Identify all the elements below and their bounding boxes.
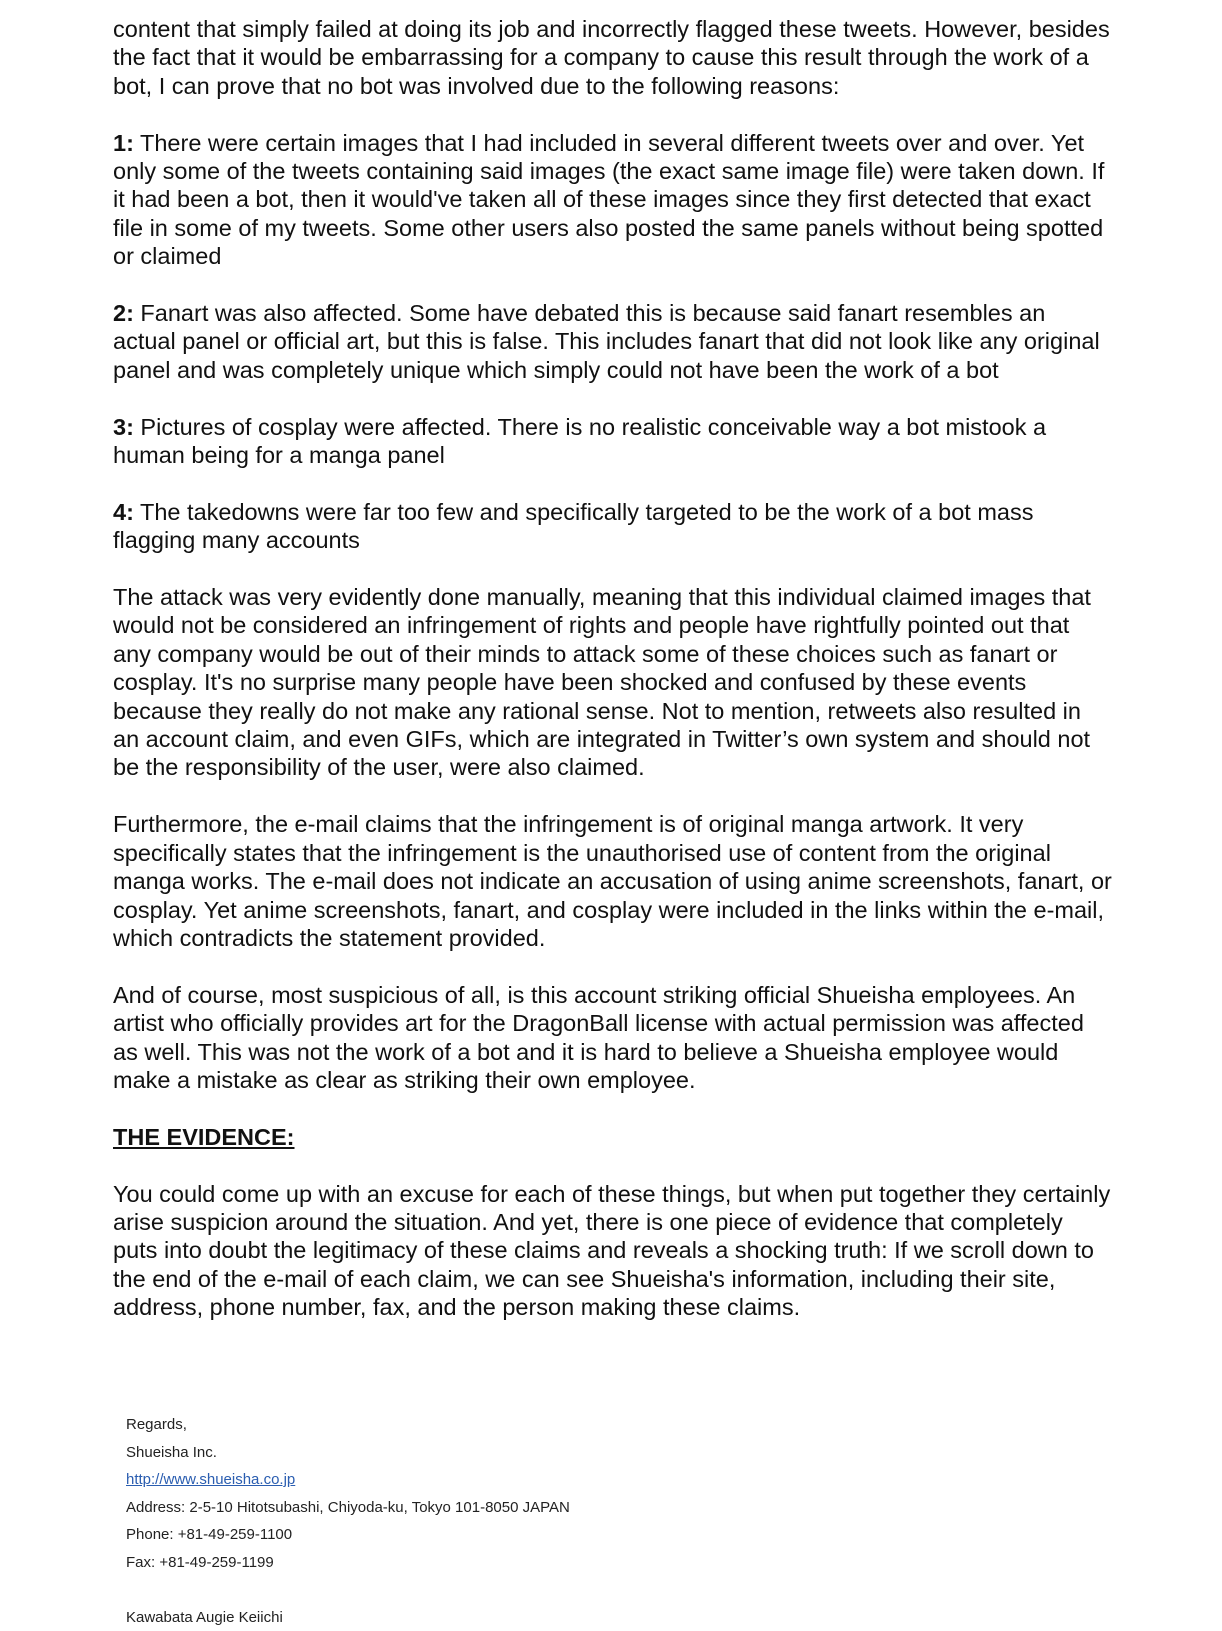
- reason-text: The takedowns were far too few and specifically targeted to be the work of a bot mass flagging many accounts: [113, 499, 1033, 553]
- reason-text: There were certain images that I had included in several different tweets over and over. Yet only some of the tweets containing said images (the exact same image file) were taken down. If it had been a bot, then it would've taken all of these images since they first detected that exact file in some of my tweets. Some other users also posted the same panels without being spotted or claimed: [113, 130, 1104, 270]
- evidence-paragraph: You could come up with an excuse for each of these things, but when put together they certainly arise suspicion around the situation. And yet, there is one piece of evidence that completely puts into doubt the legitimacy of these claims and reveals a shocking truth: If we scroll down to the end of the e-mail of each claim, we can see Shueisha's information, including their site, address, phone number, fax, and the person making these claims.: [113, 1180, 1113, 1322]
- signature-name: Kawabata Augie Keiichi: [126, 1604, 570, 1631]
- signature-phone: Phone: +81-49-259-1100: [126, 1521, 570, 1549]
- attack-paragraph: The attack was very evidently done manually, meaning that this individual claimed images that would not be considered an infringement of rights and people have rightfully pointed out that any company would be out of their minds to attack some of these choices such as fanart or cosplay. It's no surprise many people have been shocked and confused by these events because they really do not make any rational sense. Not to mention, retweets also resulted in an account claim, and even GIFs, which are integrated in Twitter’s own system and should not be the responsibility of the user, were also claimed.: [113, 583, 1113, 782]
- reason-item-1: [113, 129, 1113, 271]
- reason-number: 4:: [113, 499, 134, 525]
- reason-item-2: [113, 299, 1113, 384]
- evidence-heading: THE EVIDENCE:: [113, 1123, 1113, 1151]
- signature-company: Shueisha Inc.: [126, 1439, 570, 1467]
- signature-fax: Fax: +81-49-259-1199: [126, 1549, 570, 1577]
- reason-number: 3:: [113, 414, 134, 440]
- reason-item-3: [113, 413, 1113, 470]
- reason-text: Pictures of cosplay were affected. There is no realistic conceivable way a bot mistook a human being for a manga panel: [113, 414, 1046, 468]
- signature-address: Address: 2-5-10 Hitotsubashi, Chiyoda-ku, Tokyo 101-8050 JAPAN: [126, 1494, 570, 1522]
- intro-paragraph: content that simply failed at doing its job and incorrectly flagged these tweets. However, besides the fact that it would be embarrassing for a company to cause this result through the work of a bot, I can prove that no bot was involved due to the following reasons:: [113, 15, 1113, 100]
- suspicious-paragraph: And of course, most suspicious of all, is this account striking official Shueisha employees. An artist who officially provides art for the DragonBall license with actual permission was affected as well. This was not the work of a bot and it is hard to believe a Shueisha employee would make a mistake as clear as striking their own employee.: [113, 981, 1113, 1095]
- reason-item-4: [113, 498, 1113, 555]
- document-body: [113, 15, 1113, 1350]
- reason-text: Fanart was also affected. Some have debated this is because said fanart resembles an actual panel or official art, but this is false. This includes fanart that did not look like any original panel and was completely unique which simply could not have been the work of a bot: [113, 300, 1100, 383]
- reason-number: 1:: [113, 130, 134, 156]
- signature-spacer: [126, 1576, 570, 1604]
- furthermore-paragraph: Furthermore, the e-mail claims that the infringement is of original manga artwork. It very specifically states that the infringement is the unauthorised use of content from the original manga works. The e-mail does not indicate an accusation of using anime screenshots, fanart, or cosplay. Yet anime screenshots, fanart, and cosplay were included in the links within the e-mail, which contradicts the statement provided.: [113, 810, 1113, 952]
- reason-number: 2:: [113, 300, 134, 326]
- email-signature-block: [126, 1411, 570, 1631]
- signature-website-link[interactable]: http://www.shueisha.co.jp: [126, 1466, 570, 1494]
- signature-regards: Regards,: [126, 1411, 570, 1439]
